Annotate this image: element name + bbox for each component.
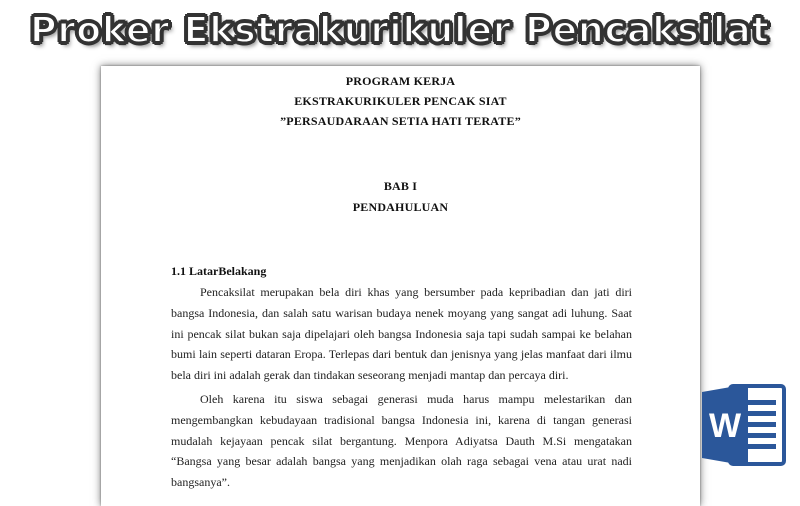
title-banner bbox=[0, 0, 800, 62]
doc-header-line2: EKSTRAKURIKULER PENCAK SIAT bbox=[294, 94, 507, 108]
document-page bbox=[101, 66, 700, 506]
paragraph-1 bbox=[171, 282, 632, 386]
word-icon-letter: W bbox=[708, 407, 742, 445]
doc-header-line3: ”PERSAUDARAAN SETIA HATI TERATE” bbox=[280, 114, 521, 128]
chapter-number: BAB I bbox=[383, 179, 418, 193]
banner-title: Proker Ekstrakurikuler Pencaksilat bbox=[30, 10, 770, 51]
section-heading: 1.1 LatarBelakang bbox=[171, 264, 267, 278]
paragraph-1-text: Pencaksilat merupakan bela diri khas yang bersumber pada kepribadian dan jati diri bangsa Indonesia, dan salah satu warisan budaya nenek moyang yang sangat adi luhung. Saat ini pencak silat bukan saja dipelajari oleh bangsa Indonesia saja tapi sudah sampai ke belahan bumi lain seperti dataran Eropa. Terlepas dari bentuk dan jenisnya yang jelas manfaat dari ilmu bela diri ini adalah gerak dan tindakan seseorang menjadi mantap dan percaya diri. bbox=[171, 285, 632, 383]
doc-header-line1: PROGRAM KERJA bbox=[345, 74, 456, 88]
word-icon bbox=[700, 380, 786, 470]
paragraph-2-text: Oleh karena itu siswa sebagai generasi muda harus mampu melestarikan dan mengembangkan kebudayaan tradisional bangsa Indonesia ini, karena di tangan generasi mudalah kejayaan pencak silat bergantung. Menpora Adiyatsa Dauth M.Si mengatakan “Bangsa yang besar adalah bangsa yang menjadikan olah raga sebagai vena atau urat nadi bangsanya”. bbox=[171, 392, 632, 490]
chapter-title: PENDAHULUAN bbox=[352, 200, 449, 214]
paragraph-2 bbox=[171, 389, 632, 493]
